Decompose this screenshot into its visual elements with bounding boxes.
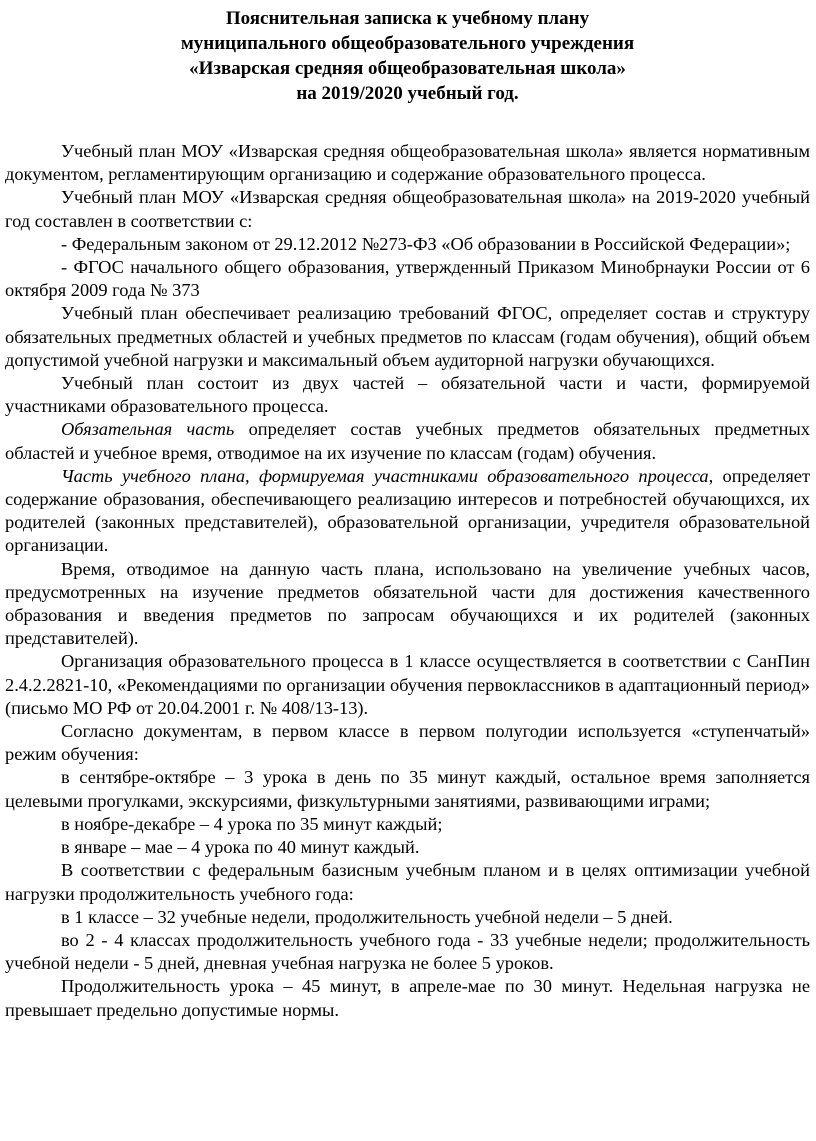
paragraph-text: определяет состав учебных предметов обязательных предметных областей и учебное время, отводимое на их изучение по классам (годам) обучения.: [5, 419, 810, 463]
paragraph-mandatory-part: [5, 418, 810, 464]
paragraph-text: определяет содержание образования, обеспечивающего реализацию интересов и потребностей обучающихся, их родителей (законных представителей), образовательной организации, учредителя образовательной организации.: [5, 465, 811, 556]
emphasis-formed-part: Часть учебного плана, формируемая участниками образовательного процесса,: [61, 465, 714, 486]
title-line: на 2019/2020 учебный год.: [296, 83, 519, 104]
title-line: Пояснительная записка к учебному плану: [225, 8, 590, 29]
paragraph-grade-1: в 1 классе – 32 учебные недели, продолжительность учебной недели – 5 дней.: [61, 906, 673, 927]
paragraph-grades-2-4: во 2 - 4 классах продолжительность учебного года - 33 учебные недели; продолжительность учебной недели - 5 дней, дневная учебная нагрузка не более 5 уроков.: [5, 929, 810, 974]
paragraph-lesson-length: Продолжительность урока – 45 минут, в апреле-мае по 30 минут. Недельная нагрузка не превышает предельно допустимые нормы.: [5, 976, 810, 1020]
paragraph-sept-oct: в сентябре-октябре – 3 урока в день по 35 минут каждый, остальное время заполняется целевыми прогулками, экскурсиями, физкультурными занятиями, развивающими играми;: [5, 767, 810, 811]
paragraph-nov-dec: в ноябре-декабре – 4 урока по 35 минут каждый;: [61, 813, 443, 834]
paragraph-jan-may: в январе – мае – 4 урока по 40 минут каждый.: [61, 837, 420, 858]
title-line: «Изварская средняя общеобразовательная школа»: [189, 58, 626, 79]
paragraph-stepped-mode: Согласно документам, в первом классе в первом полугодии используется «ступенчатый» режим обучения:: [5, 721, 810, 765]
paragraph-formed-part: [5, 465, 810, 558]
paragraph-organization: Организация образовательного процесса в 1 классе осуществляется в соответствии с СанПин 2.4.2.2821-10, «Рекомендациями по организации обучения первоклассников в адаптационный период» (письмо МО РФ от 20.04.2001 г. № 408/13-13).: [5, 651, 810, 718]
paragraph-basis: Учебный план МОУ «Изварская средняя общеобразовательная школа» на 2019-2020 учебный год составлен в соответствии с:: [5, 187, 810, 231]
paragraph-requirements: Учебный план обеспечивает реализацию требований ФГОС, определяет состав и структуру обязательных предметных областей и учебных предметов по классам (годам обучения), общий объем допустимой учебной нагрузки и максимальный объем аудиторной нагрузки обучающихся.: [5, 303, 810, 370]
emphasis-mandatory-part: Обязательная часть: [61, 419, 235, 440]
paragraph-structure: Учебный план состоит из двух частей – обязательной части и части, формируемой участниками образовательного процесса.: [5, 373, 810, 417]
title-line: муниципального общеобразовательного учреждения: [180, 33, 635, 54]
paragraph-year-length: В соответствии с федеральным базисным учебным планом и в целях оптимизации учебной нагрузки продолжительность учебного года:: [5, 860, 810, 904]
paragraph-law: - Федеральным законом от 29.12.2012 №273-ФЗ «Об образовании в Российской Федерации»;: [61, 233, 791, 254]
paragraph-time: Время, отводимое на данную часть плана, использовано на увеличение учебных часов, предусмотренных на изучение предметов обязательной части для достижения качественного образования и введения предметов по запросам обучающихся и их родителей (законных представителей).: [5, 558, 810, 649]
document-body: [5, 140, 810, 1022]
paragraph-intro: Учебный план МОУ «Изварская средняя общеобразовательная школа» является нормативным документом, регламентирующим организацию и содержание образовательного процесса.: [5, 141, 810, 185]
document-title: [5, 6, 810, 106]
paragraph-fgos: - ФГОС начального общего образования, утвержденный Приказом Минобрнауки России от 6 октября 2009 года № 373: [5, 257, 810, 301]
